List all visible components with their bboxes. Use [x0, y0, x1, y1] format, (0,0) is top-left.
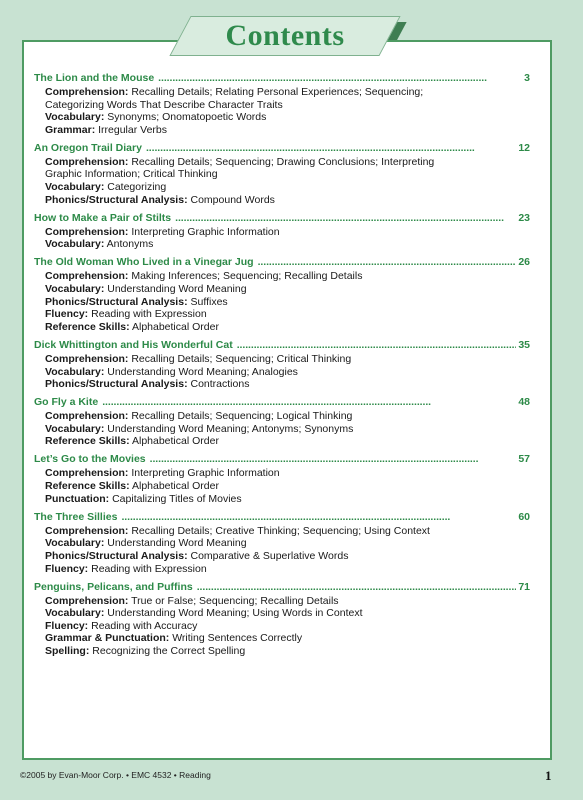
skill-line — [34, 156, 530, 169]
skill-text: Recalling Details; Creative Thinking; Sequencing; Using Context — [131, 524, 430, 537]
skill-line — [34, 467, 530, 480]
story-title: The Lion and the Mouse — [34, 72, 155, 84]
page-reference: 12 — [518, 141, 530, 154]
skill-text: Reading with Expression — [91, 562, 207, 575]
skill-text: Contractions — [190, 378, 250, 391]
page-reference: 57 — [518, 453, 530, 466]
page-reference: 71 — [518, 580, 530, 593]
copyright-footer: ©2005 by Evan-Moor Corp. • EMC 4532 • Reading — [20, 770, 211, 780]
skill-text: Recognizing the Correct Spelling — [92, 645, 246, 657]
skill-label: Grammar: — [45, 123, 96, 136]
skill-line — [34, 296, 530, 309]
dot-leader — [258, 256, 517, 269]
skill-text: Interpreting Graphic Information — [131, 467, 280, 480]
skill-text: Categorizing — [107, 181, 167, 194]
skill-label: Vocabulary: — [45, 181, 105, 194]
skill-line — [34, 226, 530, 239]
skill-label: Phonics/Structural Analysis: — [45, 378, 188, 391]
skill-label: Phonics/Structural Analysis: — [45, 295, 188, 308]
skill-label: Punctuation: — [45, 492, 110, 505]
skill-line — [34, 435, 530, 448]
skill-line — [34, 124, 530, 137]
skill-line — [34, 563, 530, 576]
skill-label: Phonics/Structural Analysis: — [45, 549, 188, 562]
skill-text: Alphabetical Order — [131, 320, 219, 333]
skill-text: Categorizing Words That Describe Character Traits — [45, 98, 283, 111]
skill-label: Spelling: — [45, 645, 90, 657]
skill-text: Reading with Accuracy — [91, 619, 198, 632]
skill-text: Writing Sentences Correctly — [172, 632, 303, 645]
story-title: Dick Whittington and His Wonderful Cat — [34, 338, 233, 351]
skill-line — [34, 595, 530, 608]
story-title: The Old Woman Who Lived in a Vinegar Jug — [34, 256, 254, 269]
skill-label: Vocabulary: — [45, 422, 105, 435]
skill-text: Reading with Expression — [91, 308, 207, 321]
skill-label: Reference Skills: — [45, 320, 130, 333]
toc-entry — [34, 212, 530, 251]
story-title: The Three Sillies — [34, 510, 118, 523]
skill-label: Vocabulary: — [45, 283, 105, 296]
skill-text: Alphabetical Order — [131, 435, 219, 448]
skill-text: Capitalizing Titles of Movies — [112, 492, 242, 505]
skill-text: Understanding Word Meaning; Using Words in Context — [107, 607, 363, 620]
skill-line — [34, 493, 530, 506]
skill-label: Phonics/Structural Analysis: — [45, 193, 188, 206]
skill-line — [34, 111, 530, 124]
story-title: An Oregon Trail Diary — [34, 141, 142, 154]
skill-line — [34, 353, 530, 366]
story-title: How to Make a Pair of Stilts — [34, 211, 172, 224]
skill-line — [34, 366, 530, 379]
page-title: Contents — [225, 19, 345, 52]
skill-text: Understanding Word Meaning; Analogies — [107, 365, 298, 378]
skill-text: Recalling Details; Sequencing; Critical Thinking — [131, 352, 352, 365]
story-title: Go Fly a Kite — [34, 396, 99, 409]
skill-label: Vocabulary: — [45, 238, 105, 251]
skill-line — [34, 525, 530, 538]
dot-leader — [175, 212, 516, 225]
toc-entry-heading[interactable] — [34, 72, 530, 86]
skill-line — [34, 645, 530, 658]
skill-label: Reference Skills: — [45, 480, 130, 493]
skill-label: Fluency: — [45, 619, 89, 632]
page-reference: 60 — [518, 510, 530, 523]
skill-label: Vocabulary: — [45, 607, 105, 620]
skill-text: Understanding Word Meaning; Antonyms; Synonyms — [107, 422, 354, 435]
skill-line — [34, 238, 530, 251]
toc-entry-heading[interactable] — [34, 581, 530, 595]
toc-entry — [34, 72, 530, 136]
page-number: 1 — [545, 768, 552, 783]
toc-entry-heading[interactable] — [34, 256, 530, 270]
page-reference: 26 — [518, 256, 530, 269]
dot-leader — [102, 396, 516, 409]
skill-text: Graphic Information; Critical Thinking — [45, 168, 218, 181]
skill-label: Comprehension: — [45, 155, 129, 168]
toc-entry — [34, 256, 530, 333]
dot-leader — [146, 142, 516, 155]
skill-label: Comprehension: — [45, 524, 129, 537]
skill-line — [34, 270, 530, 283]
story-title: Let’s Go to the Movies — [34, 453, 146, 466]
toc-entry — [34, 511, 530, 575]
skill-label: Reference Skills: — [45, 435, 130, 448]
dot-leader — [237, 339, 517, 352]
skill-line — [34, 321, 530, 334]
skill-label: Vocabulary: — [45, 365, 105, 378]
dot-leader — [150, 453, 517, 466]
skill-text: Alphabetical Order — [131, 480, 219, 493]
skill-line — [34, 181, 530, 194]
skill-text: Compound Words — [190, 193, 275, 206]
skill-line — [34, 86, 530, 99]
dot-leader — [197, 581, 517, 594]
skill-line — [34, 308, 530, 321]
page-reference: 3 — [524, 72, 530, 84]
skill-label: Comprehension: — [45, 410, 129, 423]
skill-line — [34, 537, 530, 550]
toc-entry — [34, 396, 530, 448]
dot-leader — [158, 72, 522, 85]
skill-line — [34, 410, 530, 423]
skill-text: True or False; Sequencing; Recalling Details — [131, 594, 339, 607]
skill-line — [34, 607, 530, 620]
skill-text: Understanding Word Meaning — [107, 537, 247, 550]
skill-text: Recalling Details; Sequencing; Drawing Conclusions; Interpreting — [131, 155, 435, 168]
skill-label: Fluency: — [45, 308, 89, 321]
skill-label: Vocabulary: — [45, 537, 105, 550]
toc-entry-heading[interactable] — [34, 511, 530, 525]
skill-label: Vocabulary: — [45, 111, 105, 124]
toc-entry — [34, 339, 530, 391]
skill-label: Comprehension: — [45, 86, 129, 98]
skill-label: Fluency: — [45, 562, 89, 575]
skill-label: Comprehension: — [45, 225, 129, 238]
skill-label: Comprehension: — [45, 467, 129, 480]
skill-label: Comprehension: — [45, 594, 129, 607]
skill-text: Understanding Word Meaning — [107, 283, 247, 296]
skill-text: Synonyms; Onomatopoetic Words — [107, 111, 267, 124]
skill-line — [34, 550, 530, 563]
dot-leader — [121, 511, 516, 524]
skill-line — [34, 283, 530, 296]
page-reference: 35 — [518, 338, 530, 351]
skill-text: Antonyms — [106, 238, 154, 251]
page-reference: 23 — [518, 211, 530, 224]
skill-label: Comprehension: — [45, 352, 129, 365]
toc-entry — [34, 581, 530, 658]
skill-label: Comprehension: — [45, 270, 129, 283]
toc-entry-heading[interactable] — [34, 142, 530, 156]
skill-text: Recalling Details; Sequencing; Logical Thinking — [131, 410, 353, 423]
skill-line — [34, 620, 530, 633]
skill-line — [34, 480, 530, 493]
skill-line — [34, 194, 530, 207]
skill-text: Interpreting Graphic Information — [131, 225, 280, 238]
skill-text: Recalling Details; Relating Personal Experiences; Sequencing; — [131, 86, 424, 98]
toc-entry — [34, 142, 530, 206]
skill-text: Irregular Verbs — [98, 123, 167, 136]
toc-entry-heading[interactable] — [34, 212, 530, 226]
page-reference: 48 — [518, 396, 530, 409]
skill-line — [34, 423, 530, 436]
toc-entry-heading[interactable] — [34, 339, 530, 353]
toc-entry — [34, 453, 530, 505]
skill-line — [34, 632, 530, 645]
skill-line — [34, 99, 530, 112]
story-title: Penguins, Pelicans, and Puffins — [34, 580, 193, 593]
skill-text: Making Inferences; Sequencing; Recalling Details — [131, 270, 363, 283]
table-of-contents — [34, 72, 530, 663]
skill-line — [34, 168, 530, 181]
skill-line — [34, 378, 530, 391]
toc-entry-heading[interactable] — [34, 453, 530, 467]
skill-text: Comparative & Superlative Words — [190, 549, 349, 562]
toc-entry-heading[interactable] — [34, 396, 530, 410]
skill-label: Grammar & Punctuation: — [45, 632, 170, 645]
skill-text: Suffixes — [190, 295, 228, 308]
